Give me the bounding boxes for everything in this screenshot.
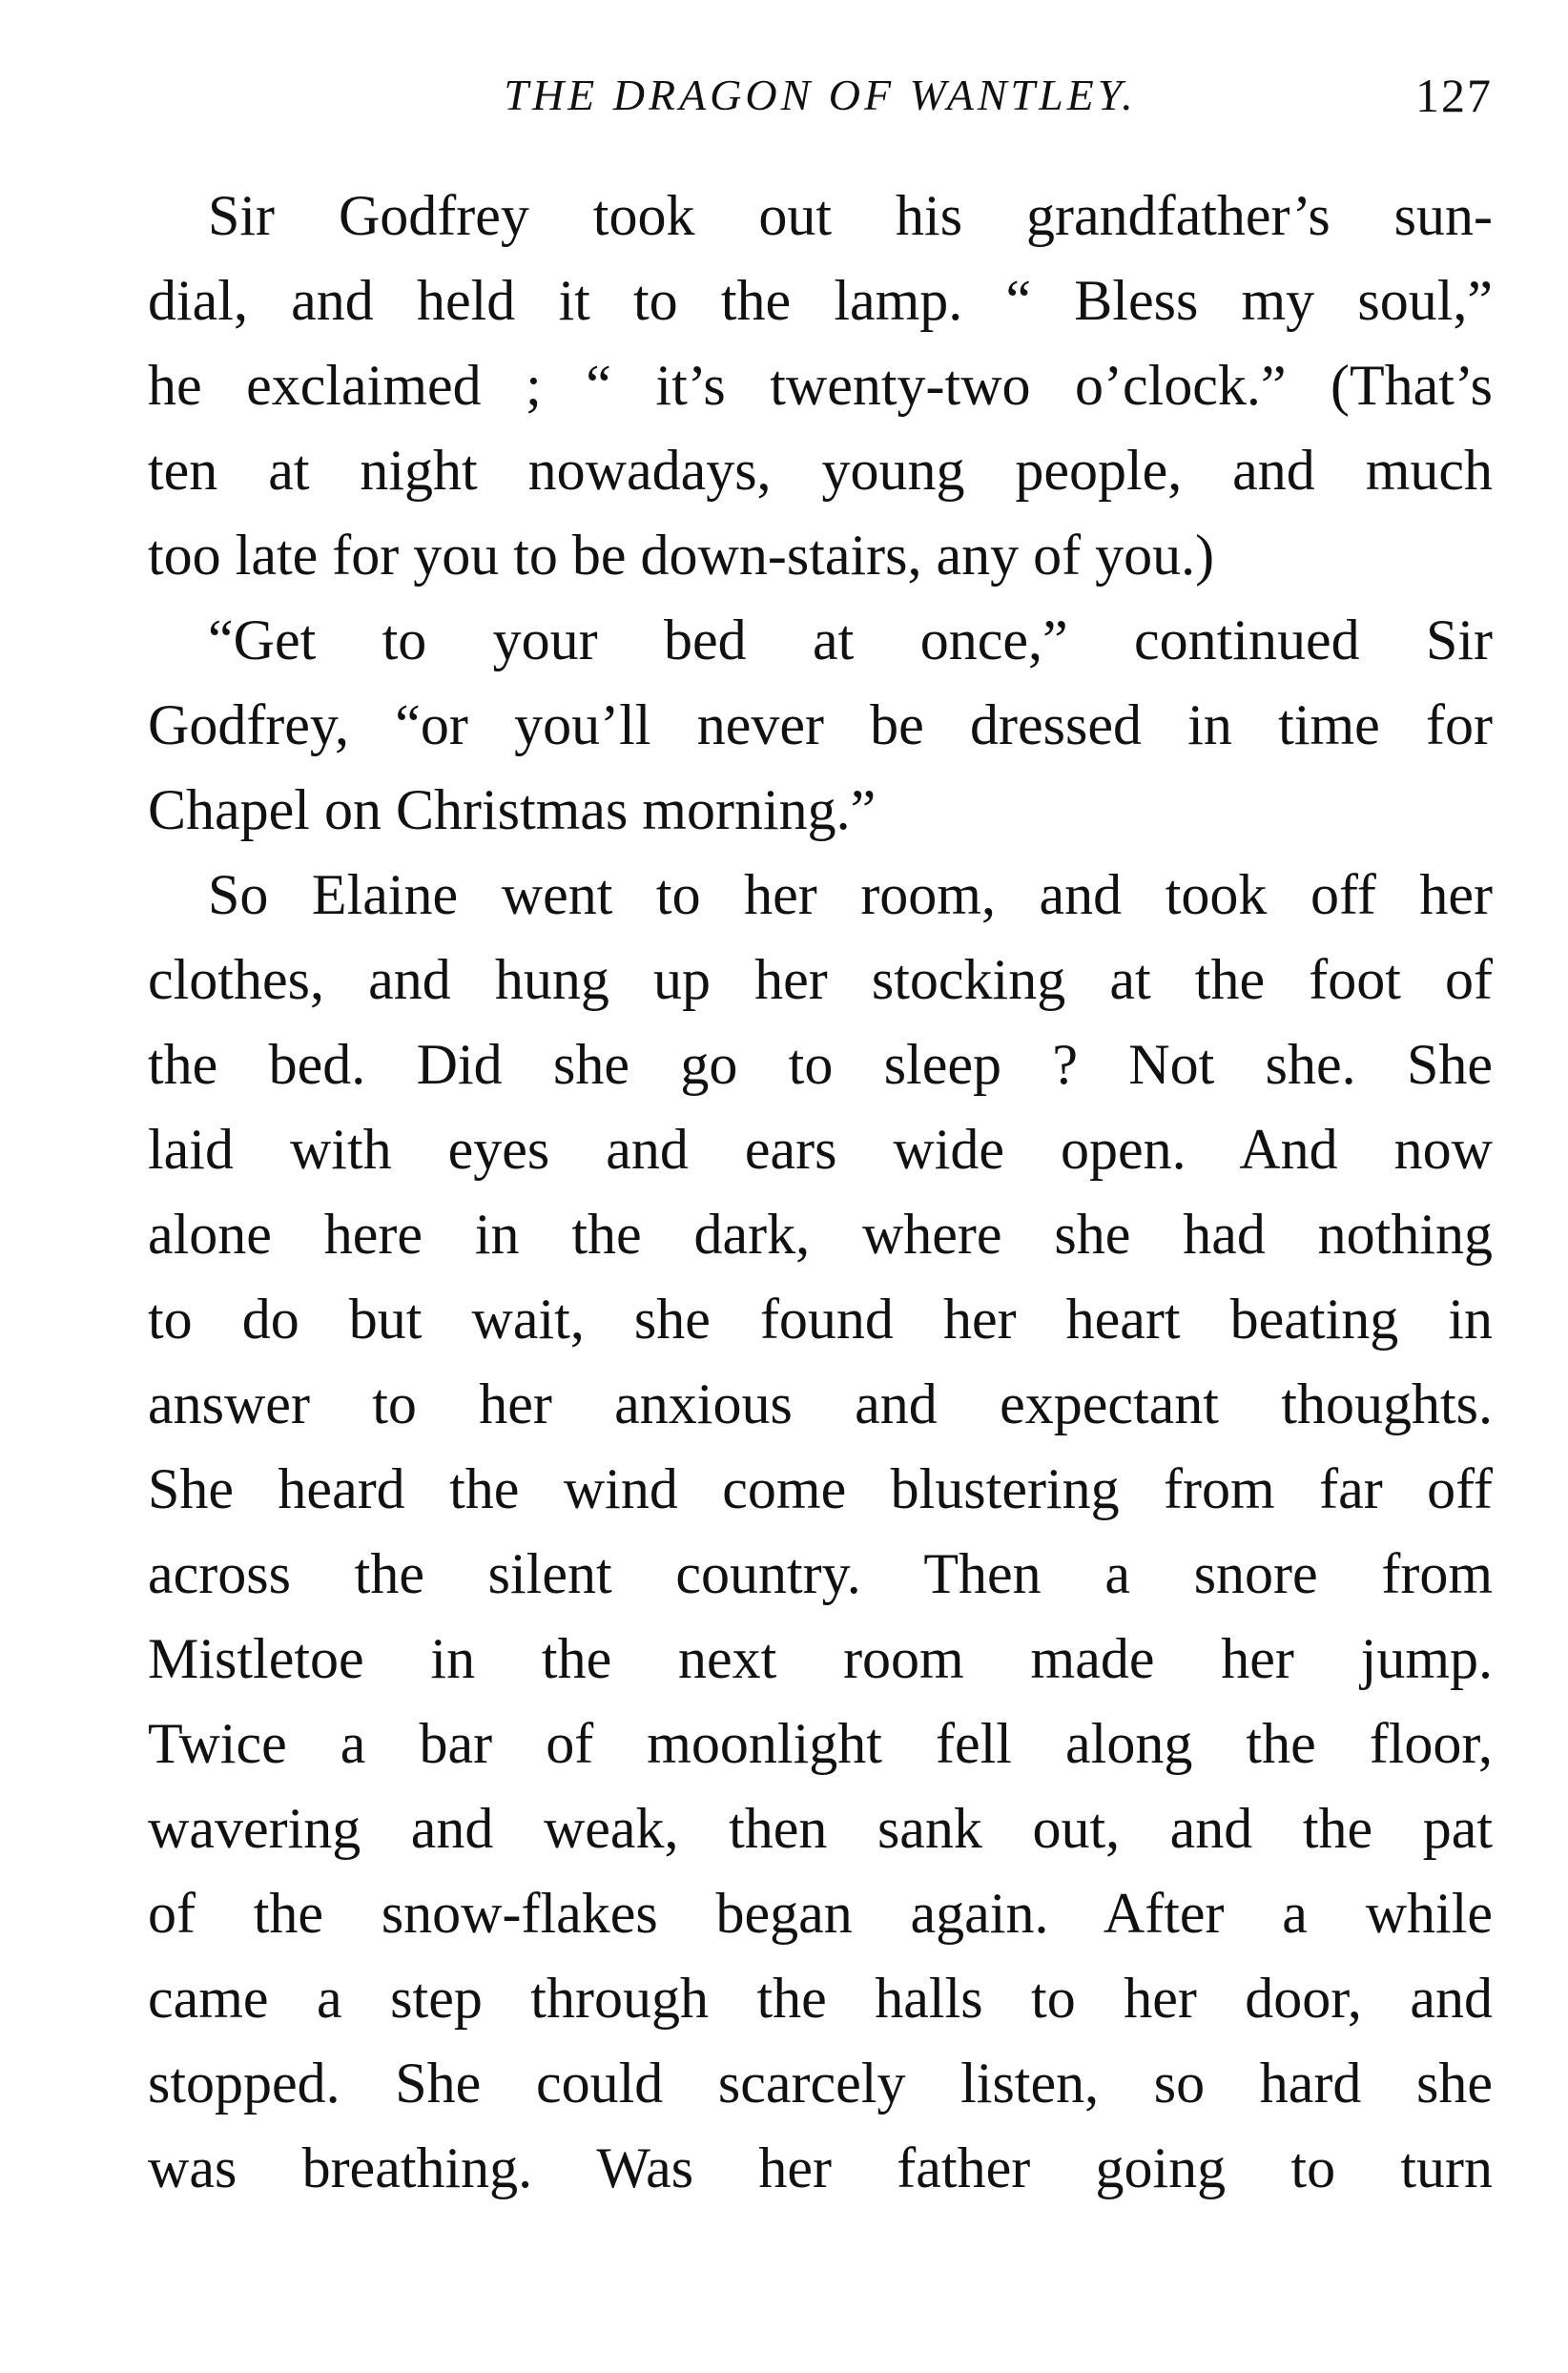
text-line: She heard the wind come blustering from far off	[148, 1457, 1493, 1520]
text-line: across the silent country. Then a snore from	[148, 1542, 1493, 1605]
text-line: Mistletoe in the next room made her jump.	[148, 1627, 1493, 1690]
page-number: 127	[1415, 69, 1493, 122]
text-line: the bed. Did she go to sleep ? Not she. She	[148, 1033, 1493, 1096]
text-line: alone here in the dark, where she had nothing	[148, 1203, 1493, 1266]
text-line: Chapel on Christmas morning.”	[148, 778, 877, 841]
text-line: dial, and held it to the lamp. “ Bless my soul,”	[148, 269, 1493, 332]
text-line: laid with eyes and ears wide open. And now	[148, 1118, 1493, 1181]
text-line: wavering and weak, then sank out, and the pat	[148, 1797, 1493, 1860]
text-line: “Get to your bed at once,” continued Sir	[208, 609, 1493, 671]
text-line: he exclaimed ; “ it’s twenty-two o’clock.” (That’s	[148, 354, 1493, 417]
text-line: of the snow-flakes began again. After a while	[148, 1882, 1493, 1945]
text-line: Twice a bar of moonlight fell along the floor,	[148, 1712, 1493, 1775]
text-line: too late for you to be down-stairs, any of you.)	[148, 524, 1215, 587]
text-line: to do but wait, she found her heart beating in	[148, 1288, 1493, 1351]
text-line: Sir Godfrey took out his grandfather’s sun-	[208, 184, 1493, 247]
text-line: clothes, and hung up her stocking at the foot of	[148, 948, 1493, 1011]
running-title: THE DRAGON OF WANTLEY.	[504, 71, 1137, 119]
text-line: answer to her anxious and expectant thoughts.	[148, 1372, 1493, 1435]
text-line: came a step through the halls to her door, and	[148, 1967, 1493, 2030]
text-line: So Elaine went to her room, and took off her	[208, 863, 1493, 926]
text-line: ten at night nowadays, young people, and much	[148, 439, 1493, 502]
text-line: was breathing. Was her father going to turn	[148, 2136, 1493, 2199]
text-line: stopped. She could scarcely listen, so hard she	[148, 2052, 1493, 2115]
running-head	[148, 57, 1493, 134]
text-line: Godfrey, “or you’ll never be dressed in time for	[148, 693, 1493, 756]
